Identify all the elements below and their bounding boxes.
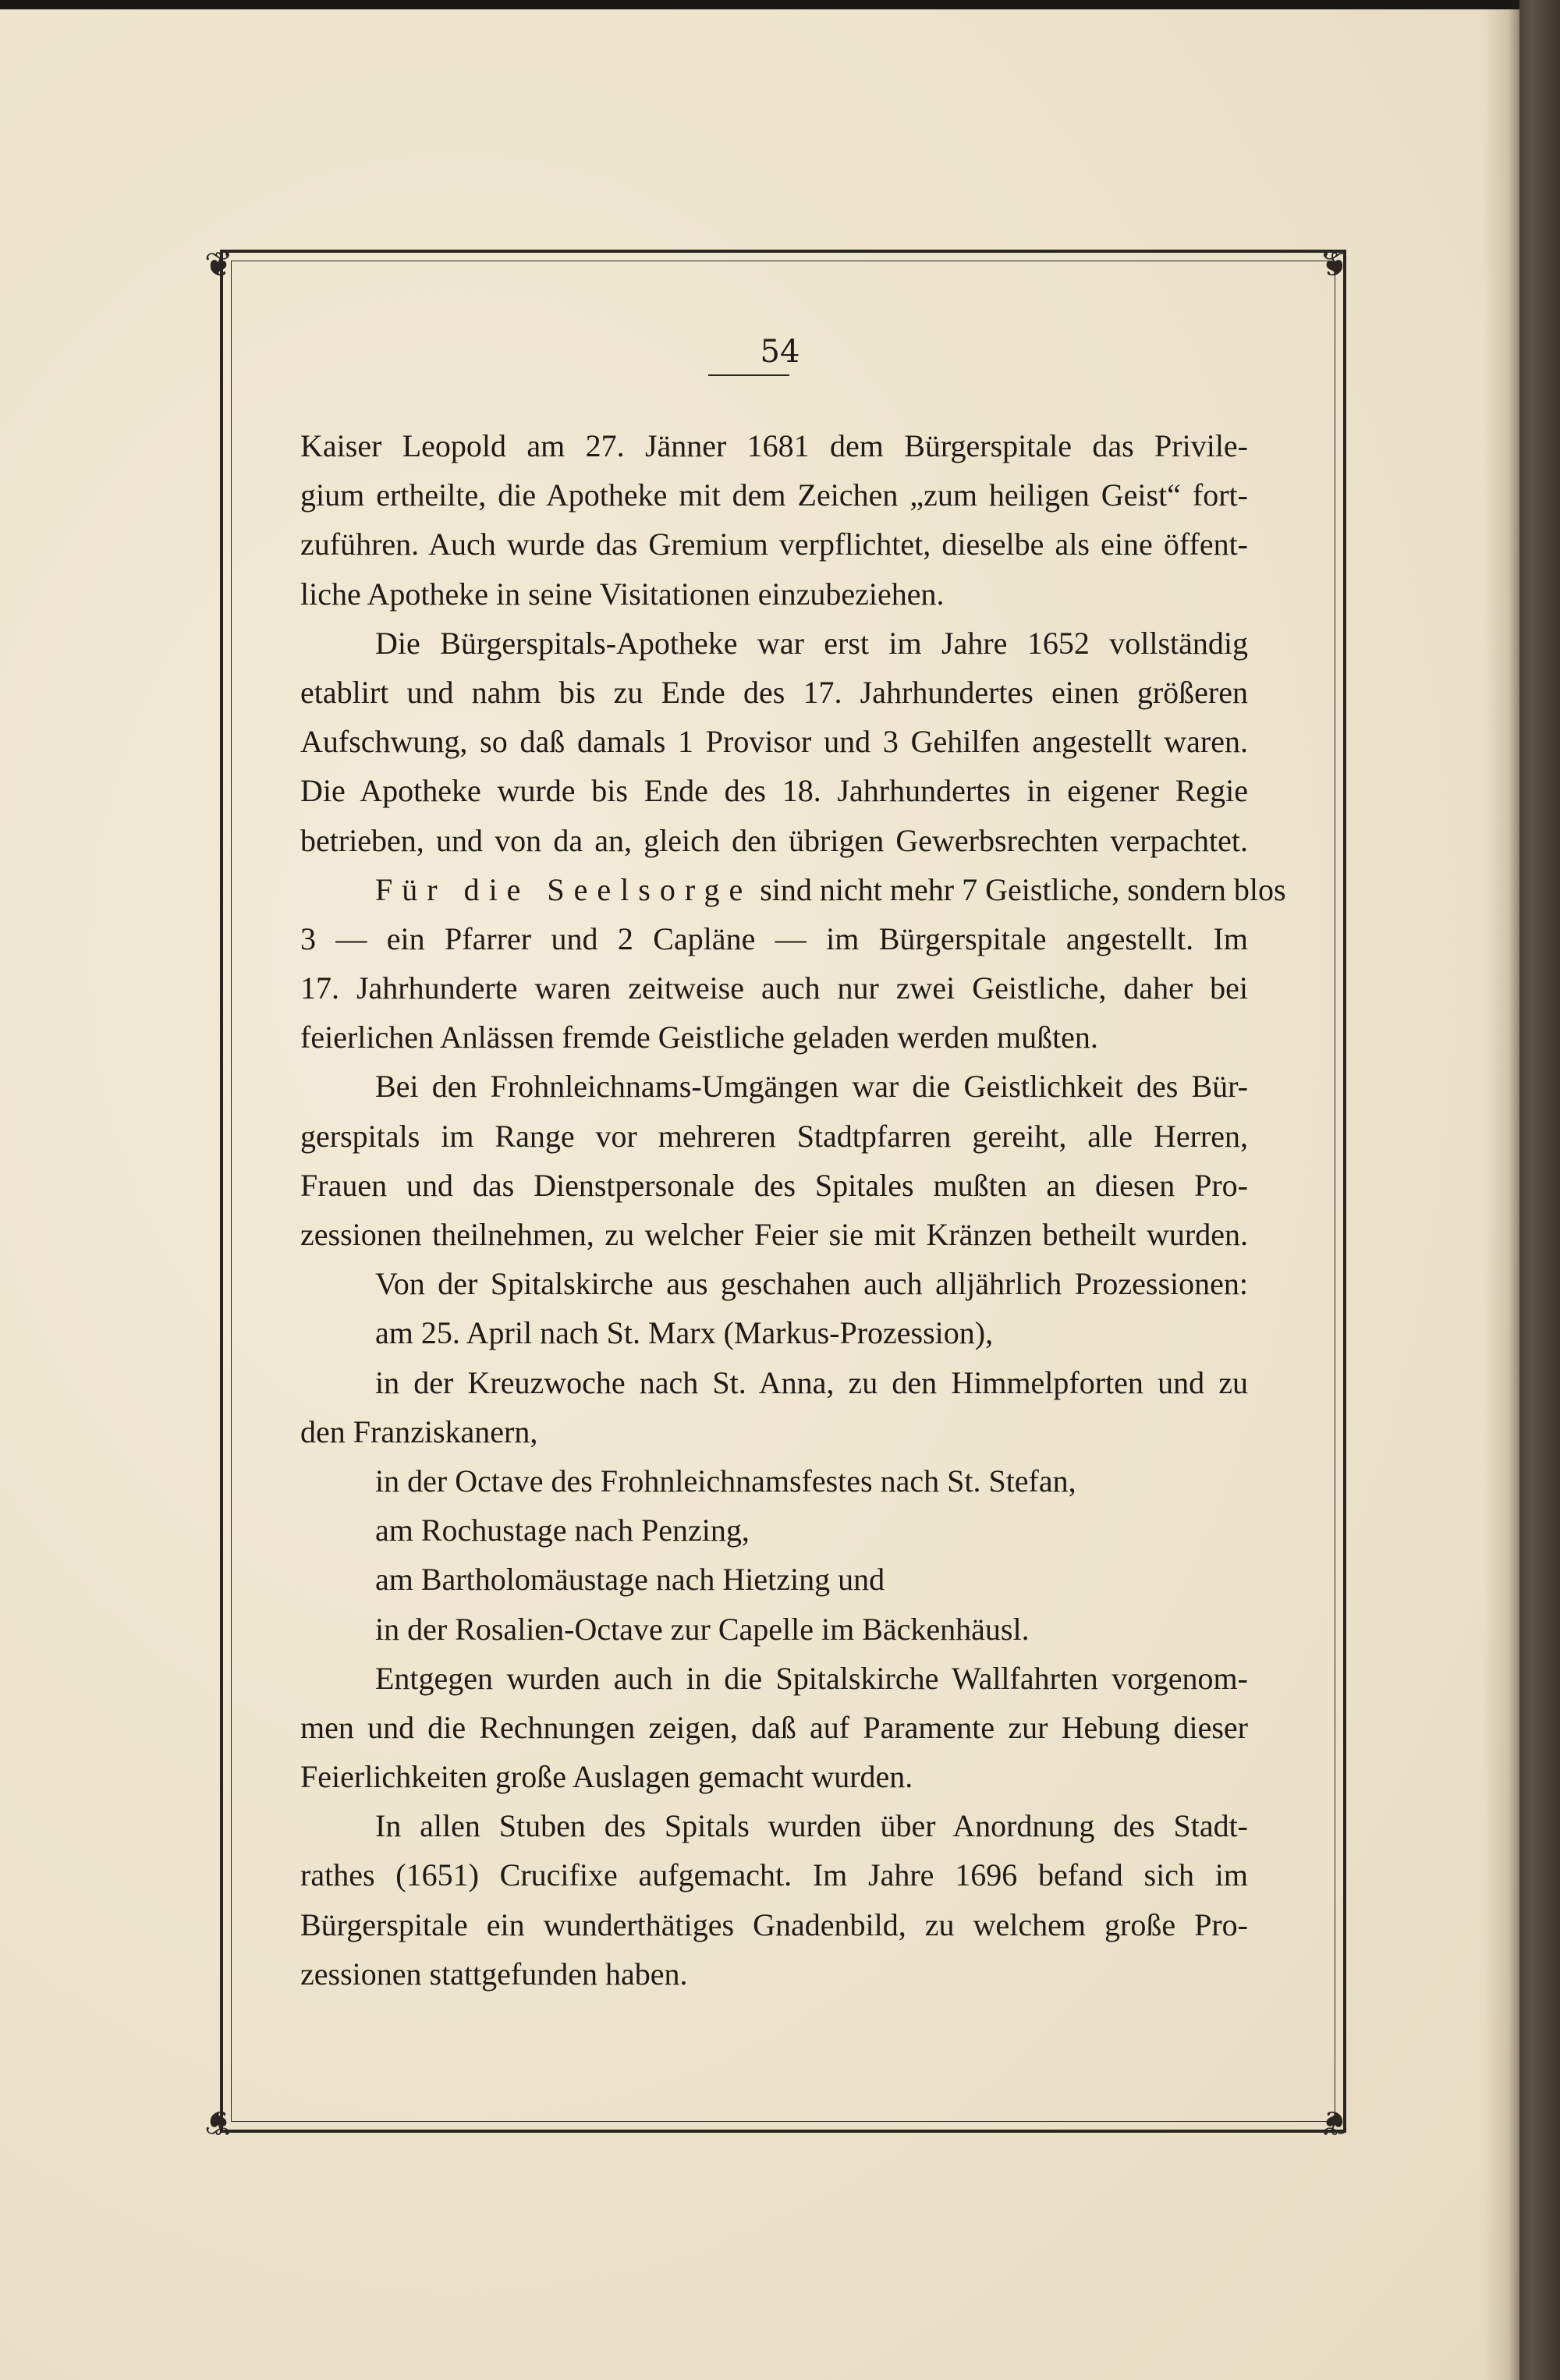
text-line: gerspitals im Range vor mehreren Stadtpfarren gereiht, alle Herren, <box>300 1118 1248 1154</box>
text-line: In allen Stuben des Spitals wurden über Anordnung des Stadt- <box>375 1808 1248 1844</box>
text-line: Frauen und das Dienstpersonale des Spitales mußten an diesen Pro- <box>300 1167 1248 1203</box>
text-line: men und die Rechnungen zeigen, daß auf Paramente zur Hebung dieser <box>300 1709 1248 1745</box>
text-line: Entgegen wurden auch in die Spitalskirche Wallfahrten vorgenom- <box>375 1660 1248 1696</box>
procession-item: am Bartholomäustage nach Hietzing und <box>375 1562 885 1598</box>
procession-item: in der Rosalien-Octave zur Capelle im Bäckenhäusl. <box>375 1611 1030 1647</box>
page-number-rule <box>708 374 789 376</box>
procession-item: am 25. April nach St. Marx (Markus-Prozession), <box>375 1315 994 1351</box>
text-line: 3 — ein Pfarrer und 2 Capläne — im Bürgerspitale angestellt. Im <box>300 920 1248 956</box>
corner-ornament-icon: ❦ <box>1320 245 1349 285</box>
text-line-rest: sind nicht mehr 7 Geistliche, sondern blos <box>752 871 1286 907</box>
text-line: etablirt und nahm bis zu Ende des 17. Jahrhundertes einen größeren <box>300 674 1248 710</box>
text-line: zessionen stattgefunden haben. <box>300 1956 688 1992</box>
text-line: zessionen theilnehmen, zu welcher Feier sie mit Kränzen betheilt wurden. <box>300 1217 1248 1252</box>
text-line: 17. Jahrhunderte waren zeitweise auch nur zwei Geistliche, daher bei <box>300 970 1248 1006</box>
text-line: liche Apotheke in seine Visitationen einzubeziehen. <box>300 576 945 612</box>
text-line: Bürgerspitale ein wunderthätiges Gnadenbild, zu welchem große Pro- <box>300 1906 1248 1942</box>
text-line: Bei den Frohnleichnams-Umgängen war die Geistlichkeit des Bür- <box>375 1069 1248 1105</box>
text-line: Feierlichkeiten große Auslagen gemacht wurden. <box>300 1759 913 1795</box>
procession-item: in der Octave des Frohnleichnamsfestes nach St. Stefan, <box>375 1463 1076 1499</box>
text-line: gium ertheilte, die Apotheke mit dem Zeichen „zum heiligen Geist“ fort- <box>300 477 1248 513</box>
body-text <box>300 421 1286 1999</box>
text-line: betrieben, und von da an, gleich den übrigen Gewerbsrechten verpachtet. <box>300 822 1248 858</box>
page-number: 54 <box>760 334 800 370</box>
corner-ornament-icon: ❦ <box>1320 2102 1349 2142</box>
text-line: Kaiser Leopold am 27. Jänner 1681 dem Bürgerspitale das Privile- <box>300 428 1248 463</box>
text-line: Von der Spitalskirche aus geschahen auch alljährlich Prozessionen: <box>375 1266 1248 1302</box>
text-line: Die Bürgerspitals-Apotheke war erst im Jahre 1652 vollständig <box>375 625 1248 661</box>
spaced-emphasis: Für die Seelsorge <box>375 871 753 907</box>
text-line: feierlichen Anlässen fremde Geistliche geladen werden mußten. <box>300 1020 1098 1055</box>
corner-ornament-icon: ❦ <box>204 2102 233 2142</box>
text-line: zuführen. Auch wurde das Gremium verpflichtet, dieselbe als eine öffent- <box>300 527 1248 562</box>
corner-ornament-icon: ❦ <box>204 245 233 285</box>
text-line <box>300 865 1286 914</box>
procession-item: am Rochustage nach Penzing, <box>375 1513 750 1548</box>
text-line: Die Apotheke wurde bis Ende des 18. Jahrhundertes in eigener Regie <box>300 773 1248 809</box>
text-line: Aufschwung, so daß damals 1 Provisor und 3 Gehilfen angestellt waren. <box>300 724 1248 760</box>
text-line: den Franziskanern, <box>300 1413 538 1449</box>
procession-item: in der Kreuzwoche nach St. Anna, zu den Himmelpforten und zu <box>375 1364 1248 1400</box>
text-line: rathes (1651) Crucifixe aufgemacht. Im Jahre 1696 befand sich im <box>300 1857 1248 1893</box>
